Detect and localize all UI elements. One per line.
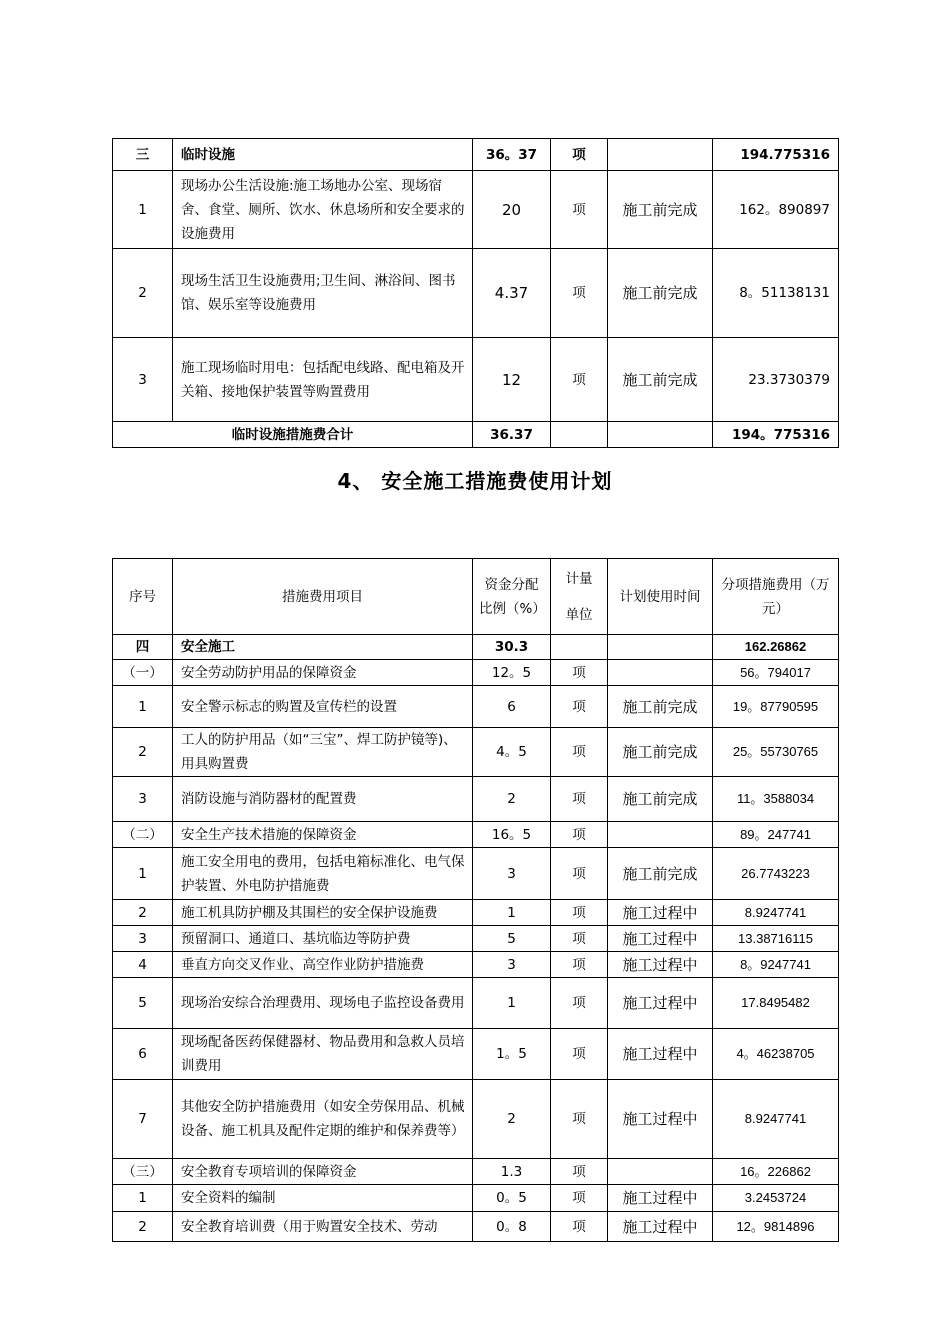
row-item: 施工现场临时用电：包括配电线路、配电箱及开关箱、接地保护装置等购置费用 (173, 338, 473, 422)
row-fee: 19。87790595 (713, 686, 839, 728)
row-ratio: 12。5 (473, 660, 551, 686)
row-fee: 26.7743223 (713, 848, 839, 900)
header-unit-line2: 单位 (565, 606, 593, 623)
row-number: （三） (113, 1159, 173, 1185)
row-unit (551, 635, 608, 660)
row-number: 2 (113, 728, 173, 777)
table-row (113, 1029, 839, 1080)
row-time: 施工过程中 (608, 978, 713, 1029)
row-fee: 12。9814896 (713, 1212, 839, 1242)
row-ratio: 3 (473, 952, 551, 978)
header-unit-line1: 计量 (565, 570, 593, 587)
row-item: 施工机具防护棚及其围栏的安全保护设施费 (173, 900, 473, 926)
row-number: 6 (113, 1029, 173, 1080)
row-ratio: 16。5 (473, 822, 551, 848)
table-row (113, 848, 839, 900)
row-item: 临时设施 (173, 139, 473, 171)
row-number: 1 (113, 848, 173, 900)
row-ratio: 4.37 (473, 249, 551, 338)
row-ratio: 4。5 (473, 728, 551, 777)
table-row (113, 900, 839, 926)
row-ratio: 6 (473, 686, 551, 728)
row-time: 施工过程中 (608, 1029, 713, 1080)
total-ratio: 36.37 (473, 422, 551, 448)
table-row (113, 926, 839, 952)
row-ratio: 2 (473, 1080, 551, 1159)
header-unit (551, 559, 608, 635)
row-ratio: 1 (473, 978, 551, 1029)
row-time: 施工前完成 (608, 728, 713, 777)
row-time (608, 660, 713, 686)
row-number: 2 (113, 900, 173, 926)
row-time: 施工前完成 (608, 777, 713, 822)
row-item: 施工安全用电的费用，包括电箱标准化、电气保护装置、外电防护措施费 (173, 848, 473, 900)
total-unit (551, 422, 608, 448)
row-time: 施工过程中 (608, 1185, 713, 1212)
row-unit: 项 (551, 171, 608, 249)
row-number: 4 (113, 952, 173, 978)
row-ratio: 1。5 (473, 1029, 551, 1080)
row-unit: 项 (551, 848, 608, 900)
row-fee: 8。9247741 (713, 952, 839, 978)
row-item: 预留洞口、通道口、基坑临边等防护费 (173, 926, 473, 952)
row-fee: 23.3730379 (713, 338, 839, 422)
row-time: 施工前完成 (608, 686, 713, 728)
row-unit: 项 (551, 660, 608, 686)
table-row (113, 338, 839, 422)
table-row (113, 139, 839, 171)
header-number: 序号 (113, 559, 173, 635)
table-row (113, 728, 839, 777)
table-body (113, 635, 839, 1242)
row-item: 安全资料的编制 (173, 1185, 473, 1212)
row-number: 2 (113, 249, 173, 338)
row-fee: 162.26862 (713, 635, 839, 660)
row-ratio: 3 (473, 848, 551, 900)
row-time: 施工前完成 (608, 848, 713, 900)
row-number: 1 (113, 686, 173, 728)
row-time (608, 822, 713, 848)
row-number: 3 (113, 338, 173, 422)
row-unit: 项 (551, 978, 608, 1029)
row-number: 三 (113, 139, 173, 171)
safety-construction-table (112, 558, 839, 1242)
row-unit: 项 (551, 728, 608, 777)
row-fee: 16。226862 (713, 1159, 839, 1185)
table-row (113, 952, 839, 978)
table-row (113, 777, 839, 822)
row-time: 施工过程中 (608, 952, 713, 978)
row-ratio: 30.3 (473, 635, 551, 660)
row-ratio: 36。37 (473, 139, 551, 171)
row-item: 安全生产技术措施的保障资金 (173, 822, 473, 848)
table-row (113, 1159, 839, 1185)
temporary-facilities-table (112, 138, 839, 448)
row-fee: 25。55730765 (713, 728, 839, 777)
row-item: 垂直方向交叉作业、高空作业防护措施费 (173, 952, 473, 978)
row-item: 安全施工 (173, 635, 473, 660)
row-time (608, 1159, 713, 1185)
table-row (113, 171, 839, 249)
row-ratio: 2 (473, 777, 551, 822)
header-time: 计划使用时间 (608, 559, 713, 635)
row-fee: 8.9247741 (713, 1080, 839, 1159)
table-row (113, 978, 839, 1029)
table-row (113, 660, 839, 686)
row-time (608, 139, 713, 171)
row-item: 安全教育培训费（用于购置安全技术、劳动 (173, 1212, 473, 1242)
row-ratio: 1 (473, 900, 551, 926)
row-fee: 11。3588034 (713, 777, 839, 822)
row-fee: 89。247741 (713, 822, 839, 848)
table-row (113, 635, 839, 660)
row-unit: 项 (551, 900, 608, 926)
row-unit: 项 (551, 822, 608, 848)
total-fee: 194。775316 (713, 422, 839, 448)
row-unit: 项 (551, 1159, 608, 1185)
row-unit: 项 (551, 1029, 608, 1080)
row-ratio: 12 (473, 338, 551, 422)
row-item: 安全教育专项培训的保障资金 (173, 1159, 473, 1185)
table-row (113, 249, 839, 338)
row-ratio: 5 (473, 926, 551, 952)
row-number: 2 (113, 1212, 173, 1242)
row-unit: 项 (551, 1185, 608, 1212)
row-unit: 项 (551, 1212, 608, 1242)
row-time: 施工过程中 (608, 926, 713, 952)
row-number: 7 (113, 1080, 173, 1159)
row-time (608, 635, 713, 660)
table-row (113, 822, 839, 848)
row-time: 施工过程中 (608, 900, 713, 926)
row-fee: 3.2453724 (713, 1185, 839, 1212)
row-unit: 项 (551, 139, 608, 171)
table-header-row (113, 559, 839, 635)
row-fee: 162。890897 (713, 171, 839, 249)
row-fee: 56。794017 (713, 660, 839, 686)
row-fee: 8.9247741 (713, 900, 839, 926)
row-item: 工人的防护用品（如“三宝”、焊工防护镜等)、用具购置费 (173, 728, 473, 777)
row-time: 施工过程中 (608, 1212, 713, 1242)
header-item: 措施费用项目 (173, 559, 473, 635)
row-fee: 4。46238705 (713, 1029, 839, 1080)
row-item: 现场配备医药保健器材、物品费用和急救人员培训费用 (173, 1029, 473, 1080)
row-item: 安全劳动防护用品的保障资金 (173, 660, 473, 686)
row-number: 1 (113, 171, 173, 249)
row-fee: 17.8495482 (713, 978, 839, 1029)
row-number: （二） (113, 822, 173, 848)
row-number: 四 (113, 635, 173, 660)
row-time: 施工前完成 (608, 249, 713, 338)
row-number: 5 (113, 978, 173, 1029)
row-item: 现场治安综合治理费用、现场电子监控设备费用 (173, 978, 473, 1029)
row-item: 现场办公生活设施:施工场地办公室、现场宿舍、食堂、厕所、饮水、休息场所和安全要求的设施费用 (173, 171, 473, 249)
header-fee: 分项措施费用（万元） (713, 559, 839, 635)
table-row (113, 1185, 839, 1212)
row-ratio: 1.3 (473, 1159, 551, 1185)
row-time: 施工前完成 (608, 338, 713, 422)
row-unit: 项 (551, 686, 608, 728)
row-number: （一） (113, 660, 173, 686)
row-time: 施工过程中 (608, 1080, 713, 1159)
row-unit: 项 (551, 777, 608, 822)
row-item: 安全警示标志的购置及宣传栏的设置 (173, 686, 473, 728)
row-item: 现场生活卫生设施费用;卫生间、淋浴间、图书馆、娱乐室等设施费用 (173, 249, 473, 338)
row-ratio: 0。8 (473, 1212, 551, 1242)
row-item: 其他安全防护措施费用（如安全劳保用品、机械设备、施工机具及配件定期的维护和保养费等） (173, 1080, 473, 1159)
row-unit: 项 (551, 952, 608, 978)
row-unit: 项 (551, 338, 608, 422)
row-number: 3 (113, 926, 173, 952)
table-row (113, 686, 839, 728)
total-time (608, 422, 713, 448)
row-unit: 项 (551, 249, 608, 338)
header-ratio: 资金分配比例（%） (473, 559, 551, 635)
section-title: 4、 安全施工措施费使用计划 (337, 469, 613, 493)
row-unit: 项 (551, 1080, 608, 1159)
row-number: 1 (113, 1185, 173, 1212)
row-item: 消防设施与消防器材的配置费 (173, 777, 473, 822)
row-fee: 194.775316 (713, 139, 839, 171)
row-ratio: 20 (473, 171, 551, 249)
table-row (113, 1212, 839, 1242)
row-ratio: 0。5 (473, 1185, 551, 1212)
row-fee: 13.38716115 (713, 926, 839, 952)
row-time: 施工前完成 (608, 171, 713, 249)
total-label: 临时设施措施费合计 (113, 422, 473, 448)
table-row (113, 1080, 839, 1159)
total-row (113, 422, 839, 448)
row-unit: 项 (551, 926, 608, 952)
row-fee: 8。51138131 (713, 249, 839, 338)
row-number: 3 (113, 777, 173, 822)
